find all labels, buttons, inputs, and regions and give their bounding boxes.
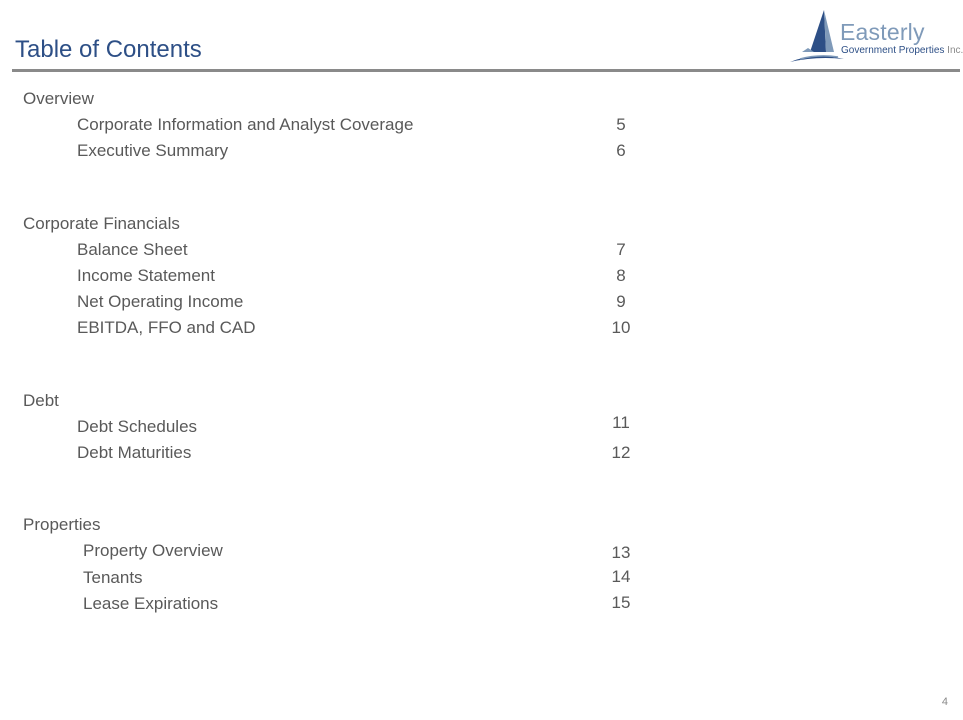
toc-page-number: 15 <box>611 593 631 612</box>
toc-item[interactable]: Income Statement <box>77 266 215 285</box>
slide-page-number: 4 <box>941 696 948 708</box>
toc-item[interactable]: Debt Schedules <box>77 417 198 436</box>
toc-page-number: 8 <box>616 266 626 285</box>
section-heading-corporate-financials: Corporate Financials <box>23 214 180 233</box>
logo-name: Easterly <box>840 19 925 45</box>
logo-subtitle-text: Government Properties <box>841 45 945 56</box>
company-logo <box>788 6 963 64</box>
toc-item[interactable]: Property Overview <box>83 541 223 560</box>
toc-page-number: 9 <box>616 292 626 311</box>
toc-page-number: 14 <box>611 567 631 586</box>
section-heading-properties: Properties <box>23 515 101 534</box>
sailboat-icon <box>788 6 848 64</box>
logo-subtitle <box>841 45 963 56</box>
toc-page-number: 13 <box>611 543 631 562</box>
section-heading-debt: Debt <box>23 391 59 410</box>
toc-page-number: 11 <box>612 413 630 432</box>
toc-item[interactable]: Tenants <box>83 568 143 587</box>
toc-page-number: 10 <box>611 318 631 337</box>
toc-page-number: 5 <box>616 115 626 134</box>
toc-page-number: 6 <box>616 141 626 160</box>
toc-item[interactable]: Corporate Information and Analyst Coverage <box>77 115 414 134</box>
toc-item[interactable]: Balance Sheet <box>77 240 188 259</box>
toc-item[interactable]: Executive Summary <box>77 141 229 160</box>
toc-item[interactable]: Debt Maturities <box>77 443 192 462</box>
toc-item[interactable]: Lease Expirations <box>83 594 219 613</box>
toc-item[interactable]: Net Operating Income <box>77 292 244 311</box>
page-title: Table of Contents <box>15 36 202 63</box>
title-divider <box>12 69 960 72</box>
logo-suffix: Inc. <box>947 45 963 56</box>
toc-page-number: 7 <box>616 240 626 259</box>
toc-page-number: 12 <box>611 443 631 462</box>
toc-item[interactable]: EBITDA, FFO and CAD <box>77 318 256 337</box>
section-heading-overview: Overview <box>23 89 94 108</box>
